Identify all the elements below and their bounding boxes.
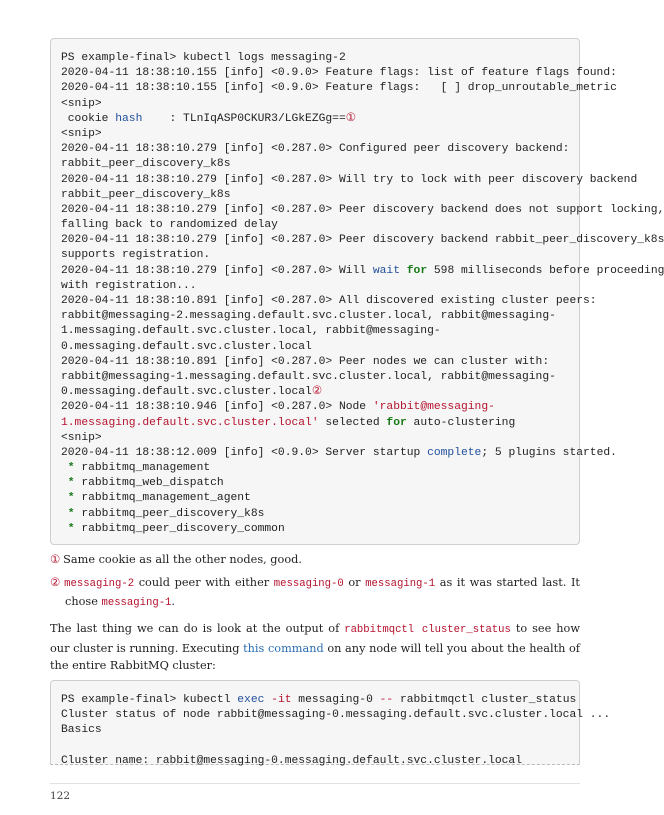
code-line: PS example-final> kubectl exec -it messaging-0 -- rabbitmqctl cluster_status <box>61 694 577 706</box>
bullet-star: * <box>61 507 75 520</box>
footer-rule <box>50 783 580 784</box>
callout-marker-2: ② <box>50 576 62 589</box>
callout-2: ② messaging-2 could peer with either messaging-0 or messaging-1 as it was started last. It chose messaging-1. <box>50 576 580 609</box>
code-line: 0.messaging.default.svc.cluster.local <box>61 340 312 353</box>
inline-code: rabbitmqctl cluster_status <box>344 624 511 636</box>
body-paragraph: The last thing we can do is look at the output of rabbitmqctl cluster_status to see how our cluster is running. Executing this command on any node will tell you about the health of the entire RabbitMQ cluster: <box>50 622 580 672</box>
code-line: Cluster status of node rabbit@messaging-0.messaging.default.svc.cluster.local ... <box>61 709 611 722</box>
string-literal: 'rabbit@messaging- <box>372 401 495 414</box>
code-line: Basics <box>61 724 102 737</box>
code-line: * rabbitmq_peer_discovery_common <box>61 522 285 535</box>
keyword: for <box>386 416 407 429</box>
code-line: 0.messaging.default.svc.cluster.local② <box>61 386 322 399</box>
code-line: cookie hash : TLnIqASP0CKUR3/LGkEZGg==① <box>61 112 356 125</box>
keyword: complete <box>427 446 482 459</box>
code-line: 2020-04-11 18:38:10.891 [info] <0.287.0> All discovered existing cluster peers: <box>61 295 597 307</box>
code-line: 2020-04-11 18:38:12.009 [info] <0.9.0> Server startup complete; 5 plugins started. <box>61 446 617 459</box>
code-line: PS example-final> kubectl logs messaging-2 <box>61 52 346 64</box>
code-line: rabbit@messaging-2.messaging.default.svc.cluster.local, rabbit@messaging- <box>61 310 556 323</box>
code-line: 2020-04-11 18:38:10.155 [info] <0.9.0> Feature flags: list of feature flags found: <box>61 67 617 80</box>
callout-marker-1: ① <box>50 553 61 566</box>
code-line: Cluster name: rabbit@messaging-0.messaging.default.svc.cluster.local <box>61 754 522 767</box>
page-number: 122 <box>50 790 71 802</box>
code-line: rabbit_peer_discovery_k8s <box>61 188 231 201</box>
keyword: wait <box>372 264 400 277</box>
code-line: * rabbitmq_management_agent <box>61 492 251 505</box>
code-line: supports registration. <box>61 249 211 262</box>
code-line: 2020-04-11 18:38:10.279 [info] <0.287.0> Will try to lock with peer discovery backend <box>61 173 638 186</box>
code-line: 1.messaging.default.svc.cluster.local' selected for auto-clustering <box>61 416 516 429</box>
code-line: 2020-04-11 18:38:10.279 [info] <0.287.0> Peer discovery backend does not support locking, <box>61 203 664 216</box>
bullet-star: * <box>61 522 75 535</box>
keyword: for <box>406 264 428 277</box>
code-line: 1.messaging.default.svc.cluster.local, rabbit@messaging- <box>61 325 441 338</box>
code-line: * rabbitmq_management <box>61 462 211 475</box>
code-line: <snip> <box>61 127 102 140</box>
flag: -- <box>379 694 394 706</box>
code-block-logs <box>50 38 664 545</box>
code-line: rabbit_peer_discovery_k8s <box>61 158 231 171</box>
code-line: falling back to randomized delay <box>61 219 278 232</box>
code-line: 2020-04-11 18:38:10.279 [info] <0.287.0> Configured peer discovery backend: <box>61 143 570 156</box>
code-block-cluster-status <box>50 680 611 767</box>
callout-marker-1: ① <box>345 112 356 125</box>
code-line: rabbit@messaging-1.messaging.default.svc.cluster.local, rabbit@messaging- <box>61 370 556 383</box>
keyword: hash <box>115 112 143 125</box>
keyword: exec <box>237 694 265 706</box>
code-line: 2020-04-11 18:38:10.946 [info] <0.287.0> Node 'rabbit@messaging- <box>61 401 495 414</box>
code-line: * rabbitmq_peer_discovery_k8s <box>61 507 265 520</box>
bullet-star: * <box>61 462 75 475</box>
command-link[interactable]: this command <box>243 641 324 655</box>
bullet-star: * <box>61 492 75 505</box>
code-line: 2020-04-11 18:38:10.279 [info] <0.287.0> Will wait for 598 milliseconds before proceeding <box>61 264 664 277</box>
callout-1: ① Same cookie as all the other nodes, good. <box>50 553 302 566</box>
bullet-star: * <box>61 477 75 490</box>
code-line: with registration... <box>61 279 197 292</box>
flag: -it <box>271 694 292 706</box>
callout-marker-2: ② <box>311 386 322 399</box>
code-line: 2020-04-11 18:38:10.279 [info] <0.287.0> Peer discovery backend rabbit_peer_discovery_k8s <box>61 234 664 247</box>
code-line: <snip> <box>61 431 102 444</box>
code-line: 2020-04-11 18:38:10.891 [info] <0.287.0> Peer nodes we can cluster with: <box>61 355 550 368</box>
code-line-blank <box>61 739 579 754</box>
code-line: <snip> <box>61 97 102 110</box>
code-line: * rabbitmq_web_dispatch <box>61 477 224 490</box>
code-line: 2020-04-11 18:38:10.155 [info] <0.9.0> Feature flags: [ ] drop_unroutable_metric <box>61 82 617 95</box>
string-literal: 1.messaging.default.svc.cluster.local' <box>61 416 319 429</box>
